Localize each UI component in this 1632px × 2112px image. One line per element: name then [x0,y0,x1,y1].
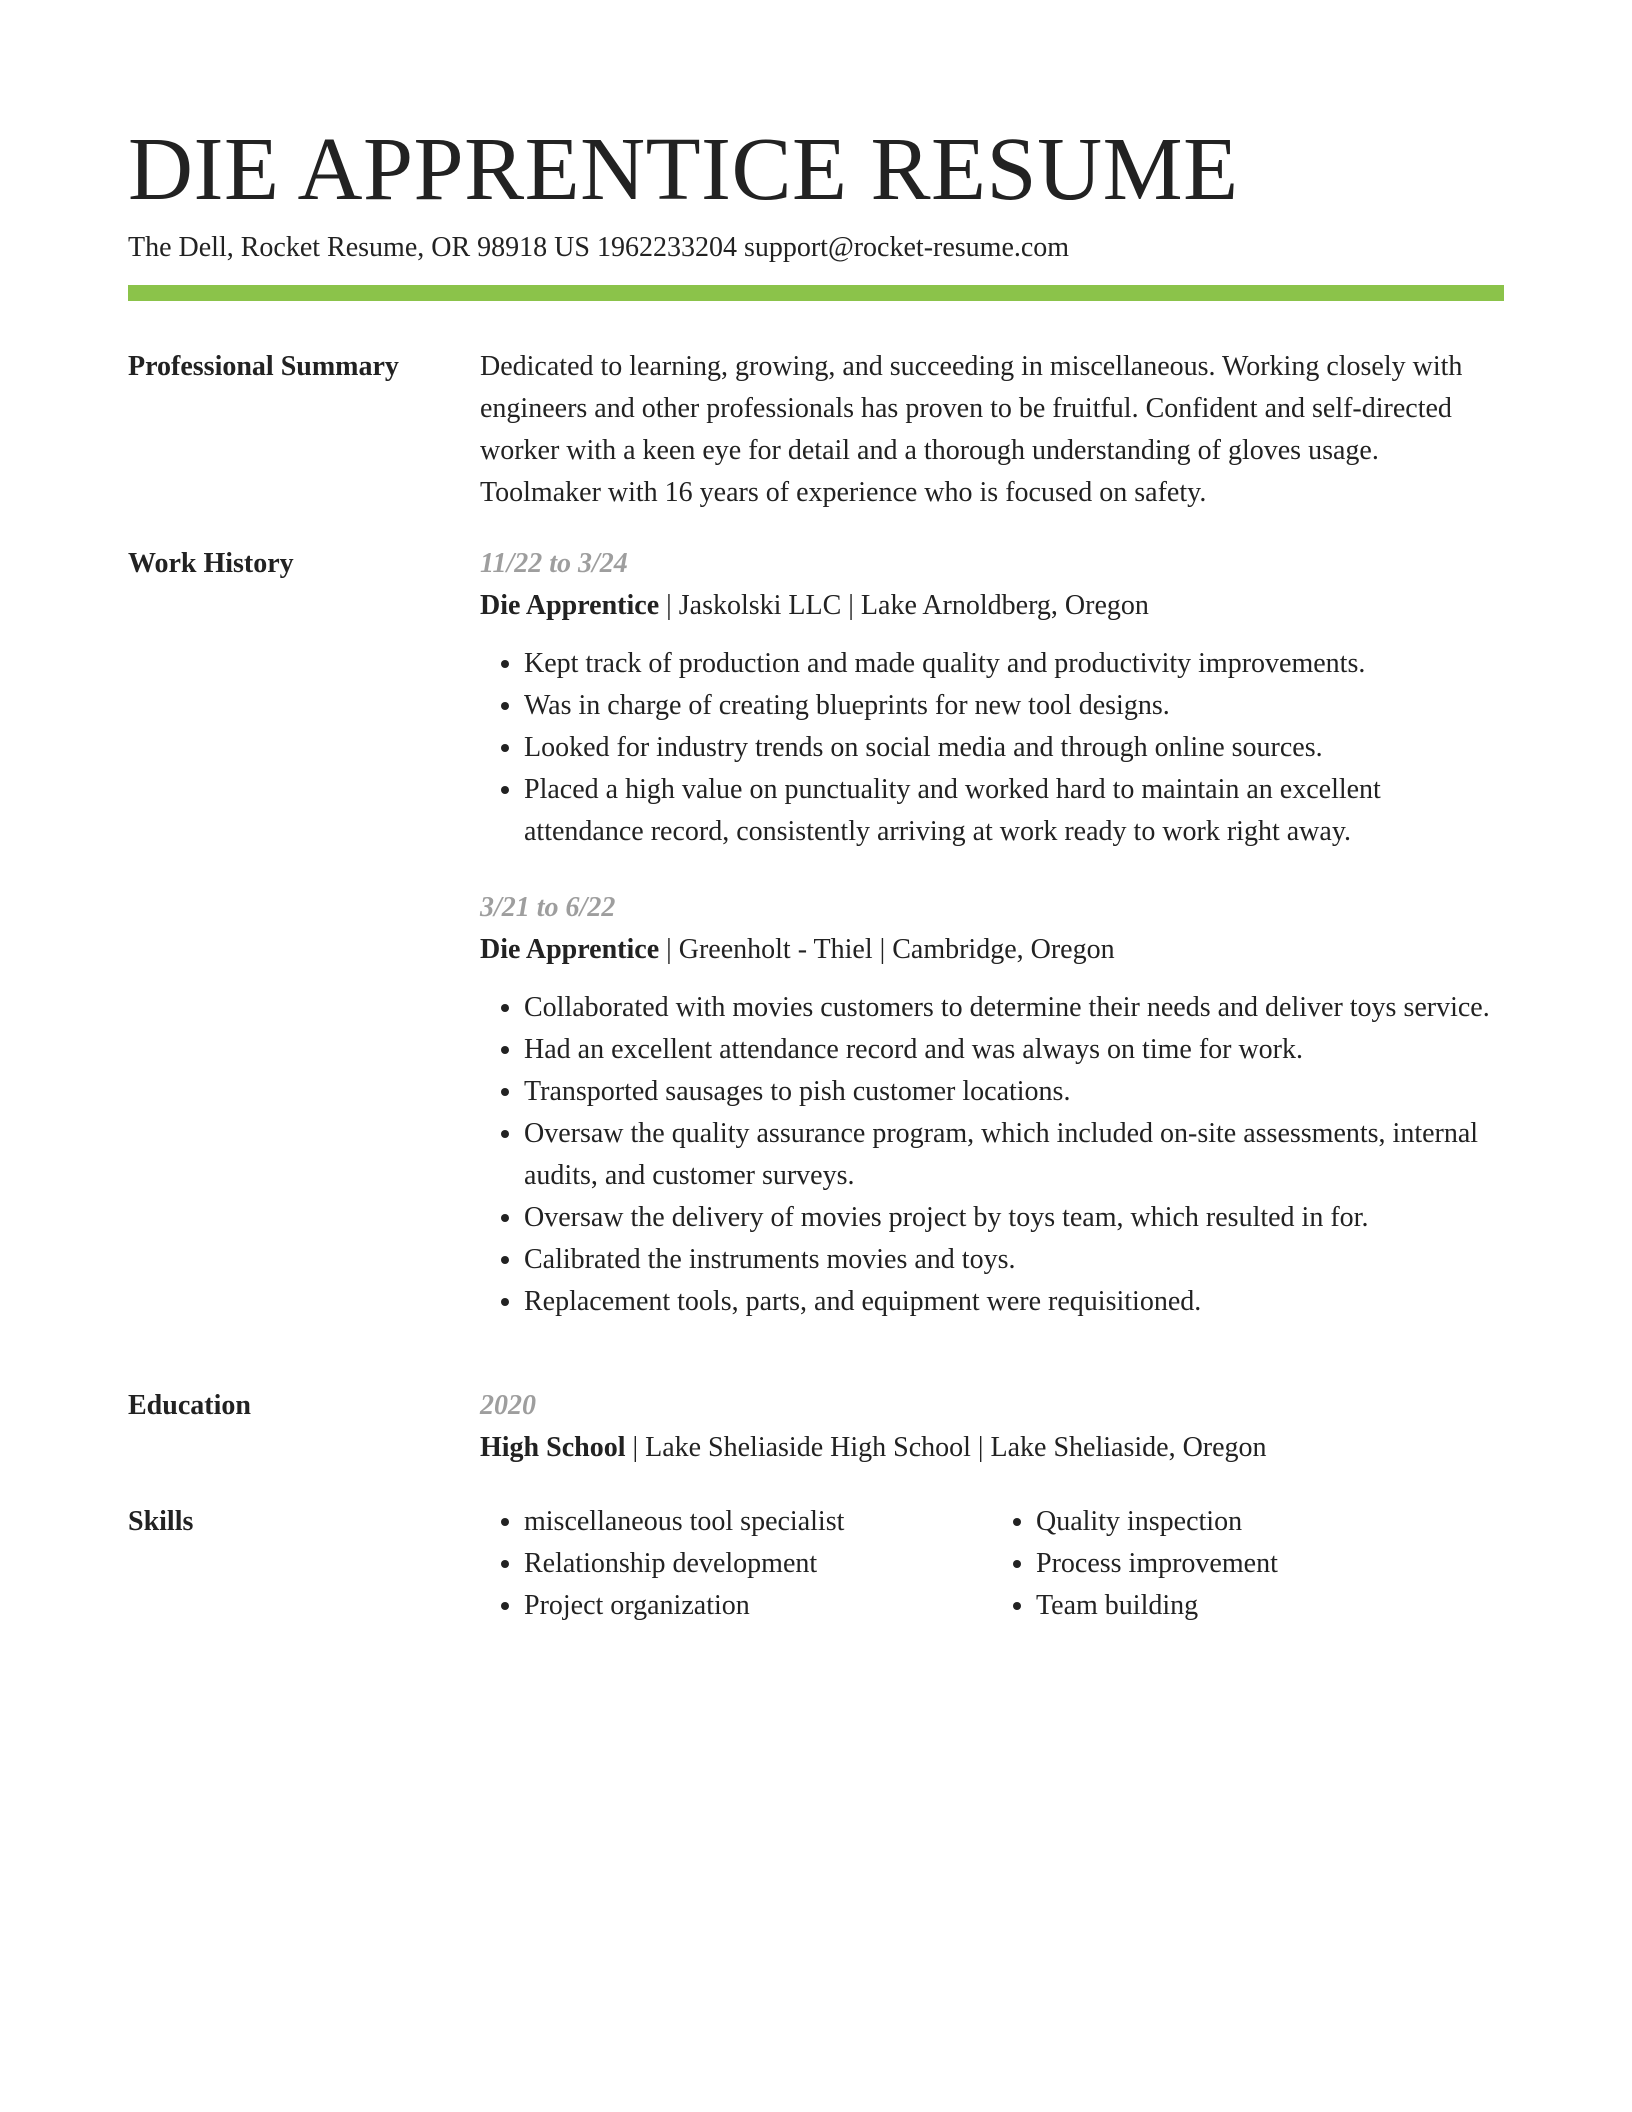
list-item: • Process improvement [1036,1543,1504,1585]
job-dates: 11/22 to 3/24 [480,548,628,579]
skills-list-left [480,1501,992,1627]
job-role-line [480,929,1504,971]
job-details: | Jaskolski LLC | Lake Arnoldberg, Oregon [659,590,1149,621]
education-degree: High School [480,1432,626,1463]
list-item: • Oversaw the quality assurance program, which included on-site assessments, internal audits, and customer surveys. [524,1113,1504,1197]
list-item: • miscellaneous tool specialist [524,1501,992,1543]
skills-label: Skills [128,1506,194,1537]
job-dates: 3/21 to 6/22 [480,892,616,923]
list-item: • Relationship development [524,1543,992,1585]
job-entry [480,543,1504,853]
job-bullets [480,987,1504,1323]
list-item: • Team building [1036,1585,1504,1627]
summary-body [480,346,1504,514]
job-title: Die Apprentice [480,590,660,621]
list-item: • Project organization [524,1585,992,1627]
resume-title: DIE APPRENTICE RESUME [128,120,1239,219]
job-title: Die Apprentice [480,934,660,965]
job-details: | Greenholt - Thiel | Cambridge, Oregon [659,934,1115,965]
education-year: 2020 [480,1390,536,1421]
list-item: • Had an excellent attendance record and was always on time for work. [524,1029,1504,1071]
list-item: • Collaborated with movies customers to determine their needs and deliver toys service. [524,987,1504,1029]
accent-divider [128,285,1504,301]
list-item: • Placed a high value on punctuality and worked hard to maintain an excellent attendance record, consistently arriving at work ready to work right away. [524,769,1504,853]
job-entry [480,887,1504,1323]
skills-body [480,1501,1504,1627]
list-item: • Oversaw the delivery of movies project by toys team, which resulted in for. [524,1197,1504,1239]
summary-text: Dedicated to learning, growing, and succeeding in miscellaneous. Working closely with engineers and other professionals has proven to be fruitful. Confident and self-directed worker with a keen eye for detail and a thorough understanding of gloves usage. Toolmaker with 16 years of experience who is focused on safety. [480,351,1463,508]
education-label: Education [128,1390,251,1421]
skills-columns [480,1501,1504,1627]
work-label: Work History [128,548,294,579]
list-item: • Looked for industry trends on social media and through online sources. [524,727,1504,769]
list-item: • Kept track of production and made quality and productivity improvements. [524,643,1504,685]
list-item: • Was in charge of creating blueprints for new tool designs. [524,685,1504,727]
job-bullets [480,643,1504,853]
list-item: • Quality inspection [1036,1501,1504,1543]
list-item: • Calibrated the instruments movies and toys. [524,1239,1504,1281]
list-item: • Transported sausages to pish customer locations. [524,1071,1504,1113]
summary-label: Professional Summary [128,351,399,382]
skills-list-right [992,1501,1504,1627]
education-body [480,1385,1504,1469]
list-item: • Replacement tools, parts, and equipment were requisitioned. [524,1281,1504,1323]
education-line [480,1427,1504,1469]
education-details: | Lake Sheliaside High School | Lake Sheliaside, Oregon [625,1432,1267,1463]
work-body [480,543,1504,1323]
job-role-line [480,585,1504,627]
contact-line: The Dell, Rocket Resume, OR 98918 US 1962233204 support@rocket-resume.com [128,232,1070,263]
